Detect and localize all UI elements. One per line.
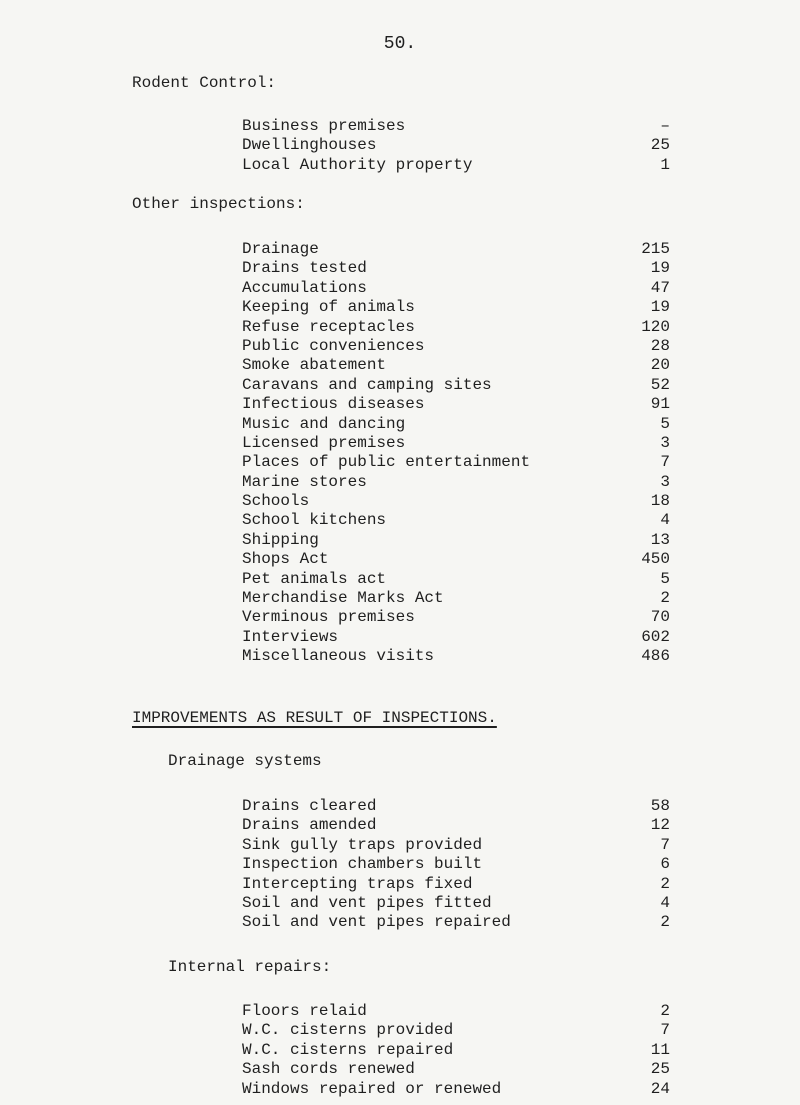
item-label: Shops Act (242, 550, 329, 569)
item-label: Merchandise Marks Act (242, 589, 444, 608)
item-count: 4 (660, 893, 670, 912)
list-other-inspections (0, 240, 800, 667)
list-item (0, 608, 800, 627)
list-item (0, 570, 800, 589)
list-item (0, 473, 800, 492)
item-label: Drains cleared (242, 797, 377, 815)
item-count: 25 (650, 1060, 670, 1079)
list-item (0, 1021, 800, 1040)
list-item (0, 589, 800, 608)
list-item (0, 913, 800, 932)
list-item (0, 1060, 800, 1079)
group-heading-drainage-systems: Drainage systems (168, 752, 322, 770)
list-item (0, 298, 800, 317)
list-item (0, 492, 800, 511)
item-label: Public conveniences (242, 336, 425, 355)
list-item (0, 836, 800, 855)
item-count: 12 (650, 816, 670, 835)
item-label: Drains amended (242, 816, 377, 835)
item-count: 52 (650, 375, 670, 394)
item-count: 4 (660, 511, 670, 530)
item-count: 13 (650, 530, 670, 549)
item-count: 7 (660, 835, 670, 854)
item-label: Caravans and camping sites (242, 375, 492, 394)
item-count: 6 (660, 855, 670, 874)
item-label: Verminous premises (242, 608, 415, 627)
item-label: Sink gully traps provided (242, 835, 483, 854)
item-count: 2 (660, 874, 670, 893)
item-count: 24 (650, 1079, 670, 1098)
item-count: 19 (650, 298, 670, 317)
item-count: 18 (650, 492, 670, 511)
item-label: Pet animals act (242, 569, 387, 588)
item-count: 2 (660, 589, 670, 608)
list-item (0, 240, 800, 259)
item-count: 28 (650, 336, 670, 355)
item-label: W.C. cisterns provided (242, 1021, 454, 1040)
item-label: Interviews (242, 627, 339, 646)
item-label: School kitchens (242, 511, 387, 530)
item-label: Inspection chambers built (242, 855, 483, 874)
item-count: 47 (650, 278, 670, 297)
list-item (0, 647, 800, 666)
item-count: 5 (660, 414, 670, 433)
list-item (0, 855, 800, 874)
item-label: Keeping of animals (242, 298, 415, 317)
list-item (0, 1002, 800, 1021)
item-label: Local Authority property (242, 155, 473, 174)
list-drainage-systems (0, 797, 800, 933)
list-item (0, 136, 800, 155)
item-count: 2 (660, 1002, 670, 1020)
list-item (0, 434, 800, 453)
item-count: 486 (641, 647, 670, 666)
list-item (0, 875, 800, 894)
item-count: 25 (650, 136, 670, 155)
item-count: 602 (641, 627, 670, 646)
list-item (0, 628, 800, 647)
list-item (0, 816, 800, 835)
item-count: 3 (660, 472, 670, 491)
item-label: Soil and vent pipes repaired (242, 913, 511, 932)
item-count: 58 (650, 797, 670, 815)
list-item (0, 395, 800, 414)
item-count: 3 (660, 433, 670, 452)
item-label: Soil and vent pipes fitted (242, 893, 492, 912)
item-count: 91 (650, 395, 670, 414)
item-count: – (660, 117, 670, 135)
item-count: 70 (650, 608, 670, 627)
section-heading-other-inspections: Other inspections: (132, 195, 305, 213)
list-item (0, 259, 800, 278)
list-item (0, 894, 800, 913)
item-count: 7 (660, 1021, 670, 1040)
item-label: Refuse receptacles (242, 317, 415, 336)
item-count: 2 (660, 913, 670, 932)
item-label: Licensed premises (242, 433, 406, 452)
list-item (0, 550, 800, 569)
item-count: 1 (660, 155, 670, 174)
item-label: Music and dancing (242, 414, 406, 433)
list-item (0, 453, 800, 472)
item-count: 11 (650, 1040, 670, 1059)
page-number: 50. (383, 34, 417, 54)
list-item (0, 356, 800, 375)
item-label: Miscellaneous visits (242, 647, 435, 666)
item-label: Dwellinghouses (242, 136, 377, 155)
list-rodent-control (0, 117, 800, 175)
list-item (0, 1080, 800, 1099)
item-count: 215 (641, 240, 670, 258)
list-item (0, 337, 800, 356)
list-item (0, 318, 800, 337)
item-label: Sash cords renewed (242, 1060, 415, 1079)
item-label: W.C. cisterns repaired (242, 1040, 454, 1059)
list-item (0, 279, 800, 298)
item-label: Drains tested (242, 259, 367, 278)
improvements-title: IMPROVEMENTS AS RESULT OF INSPECTIONS. (132, 709, 497, 727)
item-label: Schools (242, 492, 310, 511)
item-label: Windows repaired or renewed (242, 1079, 502, 1098)
item-label: Smoke abatement (242, 356, 387, 375)
item-count: 7 (660, 453, 670, 472)
item-label: Accumulations (242, 278, 367, 297)
item-count: 120 (641, 317, 670, 336)
item-label: Drainage (242, 240, 319, 258)
item-count: 5 (660, 569, 670, 588)
item-label: Intercepting traps fixed (242, 874, 473, 893)
list-item (0, 376, 800, 395)
item-count: 450 (641, 550, 670, 569)
list-item (0, 117, 800, 136)
section-heading-rodent-control: Rodent Control: (132, 74, 277, 92)
item-count: 19 (650, 259, 670, 278)
item-label: Places of public entertainment (242, 453, 531, 472)
item-label: Infectious diseases (242, 395, 425, 414)
list-item (0, 415, 800, 434)
list-item (0, 797, 800, 816)
item-label: Shipping (242, 530, 319, 549)
item-label: Business premises (242, 117, 406, 135)
list-internal-repairs (0, 1002, 800, 1099)
group-heading-internal-repairs: Internal repairs: (168, 958, 332, 976)
list-item (0, 511, 800, 530)
list-item (0, 1041, 800, 1060)
item-label: Marine stores (242, 472, 367, 491)
item-count: 20 (650, 356, 670, 375)
item-label: Floors relaid (242, 1002, 367, 1020)
list-item (0, 531, 800, 550)
list-item (0, 156, 800, 175)
